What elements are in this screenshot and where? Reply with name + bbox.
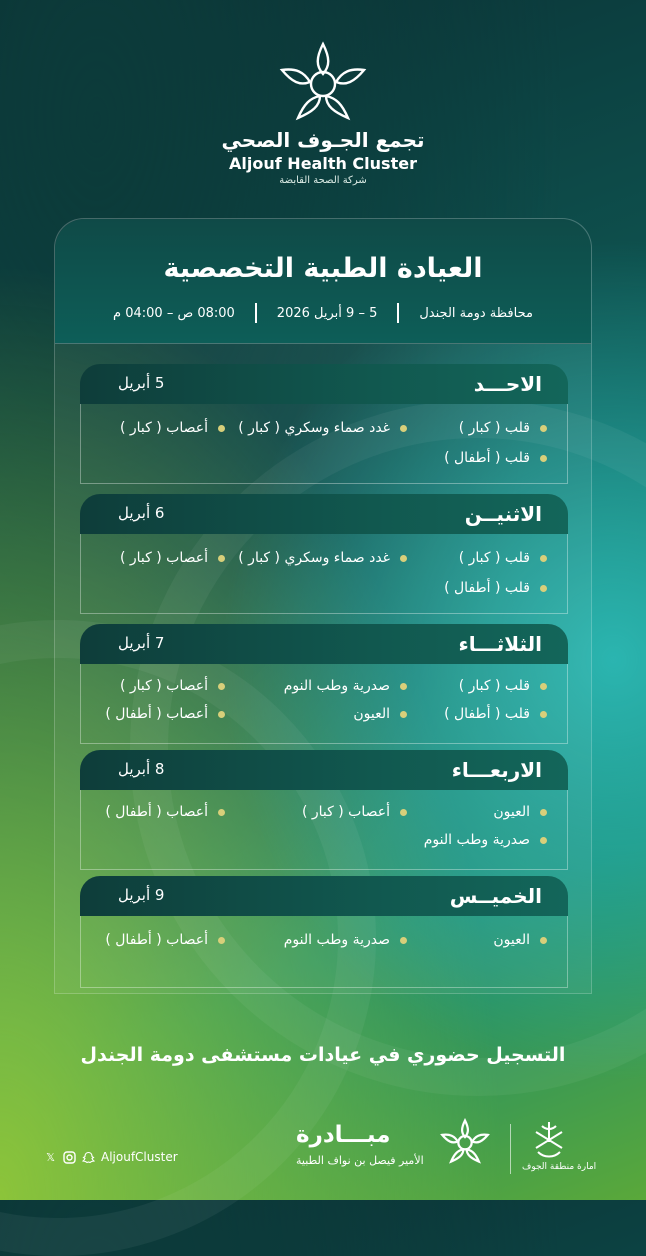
clinic-item [424,832,547,848]
clinic-item [302,804,407,820]
clinic-item [120,550,225,566]
day-date: 9 أبريل [118,886,165,904]
emblem-icon [528,1118,570,1162]
day-body [80,790,568,870]
clinic-item-label: أعصاب ( كبار ) [301,804,390,820]
clinic-item-label: قلب ( كبار ) [458,420,530,436]
day-date: 5 أبريل [118,374,165,392]
bullet-icon [400,937,407,944]
clinic-item [444,450,547,466]
logo-subtitle: شركة الصحة القابضة [279,175,367,186]
bullet-icon [400,555,407,562]
clinic-item [120,420,225,436]
clinic-item-label: أعصاب ( كبار ) [119,678,208,694]
clinic-item [105,804,225,820]
clinic-item-label: غدد صماء وسكري ( كبار ) [238,550,390,566]
bullet-icon [540,837,547,844]
clinic-item-label: غدد صماء وسكري ( كبار ) [238,420,390,436]
meta-divider [255,303,257,323]
day-header [80,750,568,790]
clinic-item [284,678,407,694]
clinic-item-label: العيون [493,932,530,948]
clinic-item-label: العيون [493,804,530,820]
clinic-item-label: صدرية وطب النوم [283,932,390,948]
bullet-icon [218,711,225,718]
day-header [80,876,568,916]
instagram-icon[interactable] [63,1151,76,1164]
clinic-item-label: قلب ( كبار ) [458,678,530,694]
registration-note: التسجيل حضوري في عيادات مستشفى دومة الجندل [80,1044,566,1066]
bullet-icon [400,425,407,432]
day-name: الخميــس [449,884,542,908]
day-header [80,624,568,664]
clinic-item [459,678,547,694]
day-card-tuesday [80,624,568,744]
bullet-icon [218,555,225,562]
bullet-icon [218,425,225,432]
clinic-item [444,580,547,596]
social-handle[interactable]: AljoufCluster [101,1150,178,1164]
panel-header [55,219,591,344]
day-name: الاثنيــن [464,502,542,526]
bullet-icon [218,683,225,690]
bullet-icon [540,809,547,816]
clinic-item [459,550,547,566]
bullet-icon [540,555,547,562]
clinic-item [238,550,407,566]
bullet-icon [400,809,407,816]
day-body [80,664,568,744]
bullet-icon [540,425,547,432]
clinic-item [105,932,225,948]
clinic-item [493,932,547,948]
logo [0,40,646,186]
clinic-item-label: أعصاب ( كبار ) [119,550,208,566]
clinic-item [353,706,407,722]
clinic-item [105,706,225,722]
clinic-item-label: صدرية وطب النوم [423,832,530,848]
bullet-icon [540,683,547,690]
logo-english-name: Aljouf Health Cluster [229,154,417,173]
divider [510,1124,511,1174]
footer-branding [0,1118,646,1178]
bullet-icon [540,585,547,592]
mubadara-title: مبـــادرة [296,1122,391,1148]
day-card-sunday [80,364,568,484]
bullet-icon [400,683,407,690]
clinic-item-label: العيون [353,706,390,722]
location-text: محافظة دومة الجندل [419,305,533,321]
clinic-item [284,932,407,948]
clinic-item-label: قلب ( أطفال ) [444,580,530,596]
day-name: الثلاثـــاء [458,632,542,656]
clinic-item-label: أعصاب ( كبار ) [119,420,208,436]
clinic-item [459,420,547,436]
day-card-monday [80,494,568,614]
star-logo-icon [278,40,368,122]
clinic-item-label: أعصاب ( أطفال ) [105,706,208,722]
page-title: العيادة الطبية التخصصية [163,253,483,284]
day-card-wednesday [80,750,568,870]
clinic-meta [55,303,591,323]
clinic-item-label: صدرية وطب النوم [283,678,390,694]
clinic-item [493,804,547,820]
time-text: 08:00 ص – 04:00 م [113,305,235,321]
day-name: الاحـــد [473,372,542,396]
bullet-icon [540,937,547,944]
day-name: الاربعـــاء [451,758,542,782]
bullet-icon [218,937,225,944]
clinic-item [120,678,225,694]
bullet-icon [540,711,547,718]
clinic-item [444,706,547,722]
day-body [80,404,568,484]
day-date: 6 أبريل [118,504,165,522]
bullet-icon [218,809,225,816]
mubadara-subtitle: الأمير فيصل بن نواف الطبية [296,1154,424,1167]
emblem-caption: امارة منطقة الجوف [522,1162,597,1172]
clinic-item-label: قلب ( أطفال ) [444,706,530,722]
meta-divider [397,303,399,323]
clinic-item-label: أعصاب ( أطفال ) [105,804,208,820]
bullet-icon [540,455,547,462]
day-body [80,916,568,988]
bullet-icon [400,711,407,718]
snapchat-icon[interactable] [82,1151,95,1164]
dates-text: 5 – 9 أبريل 2026 [276,305,378,321]
day-date: 7 أبريل [118,634,165,652]
day-header [80,364,568,404]
social-links [44,1150,178,1164]
x-icon[interactable]: 𝕏 [46,1150,55,1164]
clinic-item-label: أعصاب ( أطفال ) [105,932,208,948]
logo-arabic-name: تجمع الجـوف الصحي [221,128,425,152]
day-date: 8 أبريل [118,760,165,778]
clinic-item-label: قلب ( كبار ) [458,550,530,566]
clinic-item [238,420,407,436]
star-logo-icon [440,1118,490,1164]
day-body [80,534,568,614]
day-header [80,494,568,534]
clinic-item-label: قلب ( أطفال ) [444,450,530,466]
day-card-thursday [80,876,568,988]
